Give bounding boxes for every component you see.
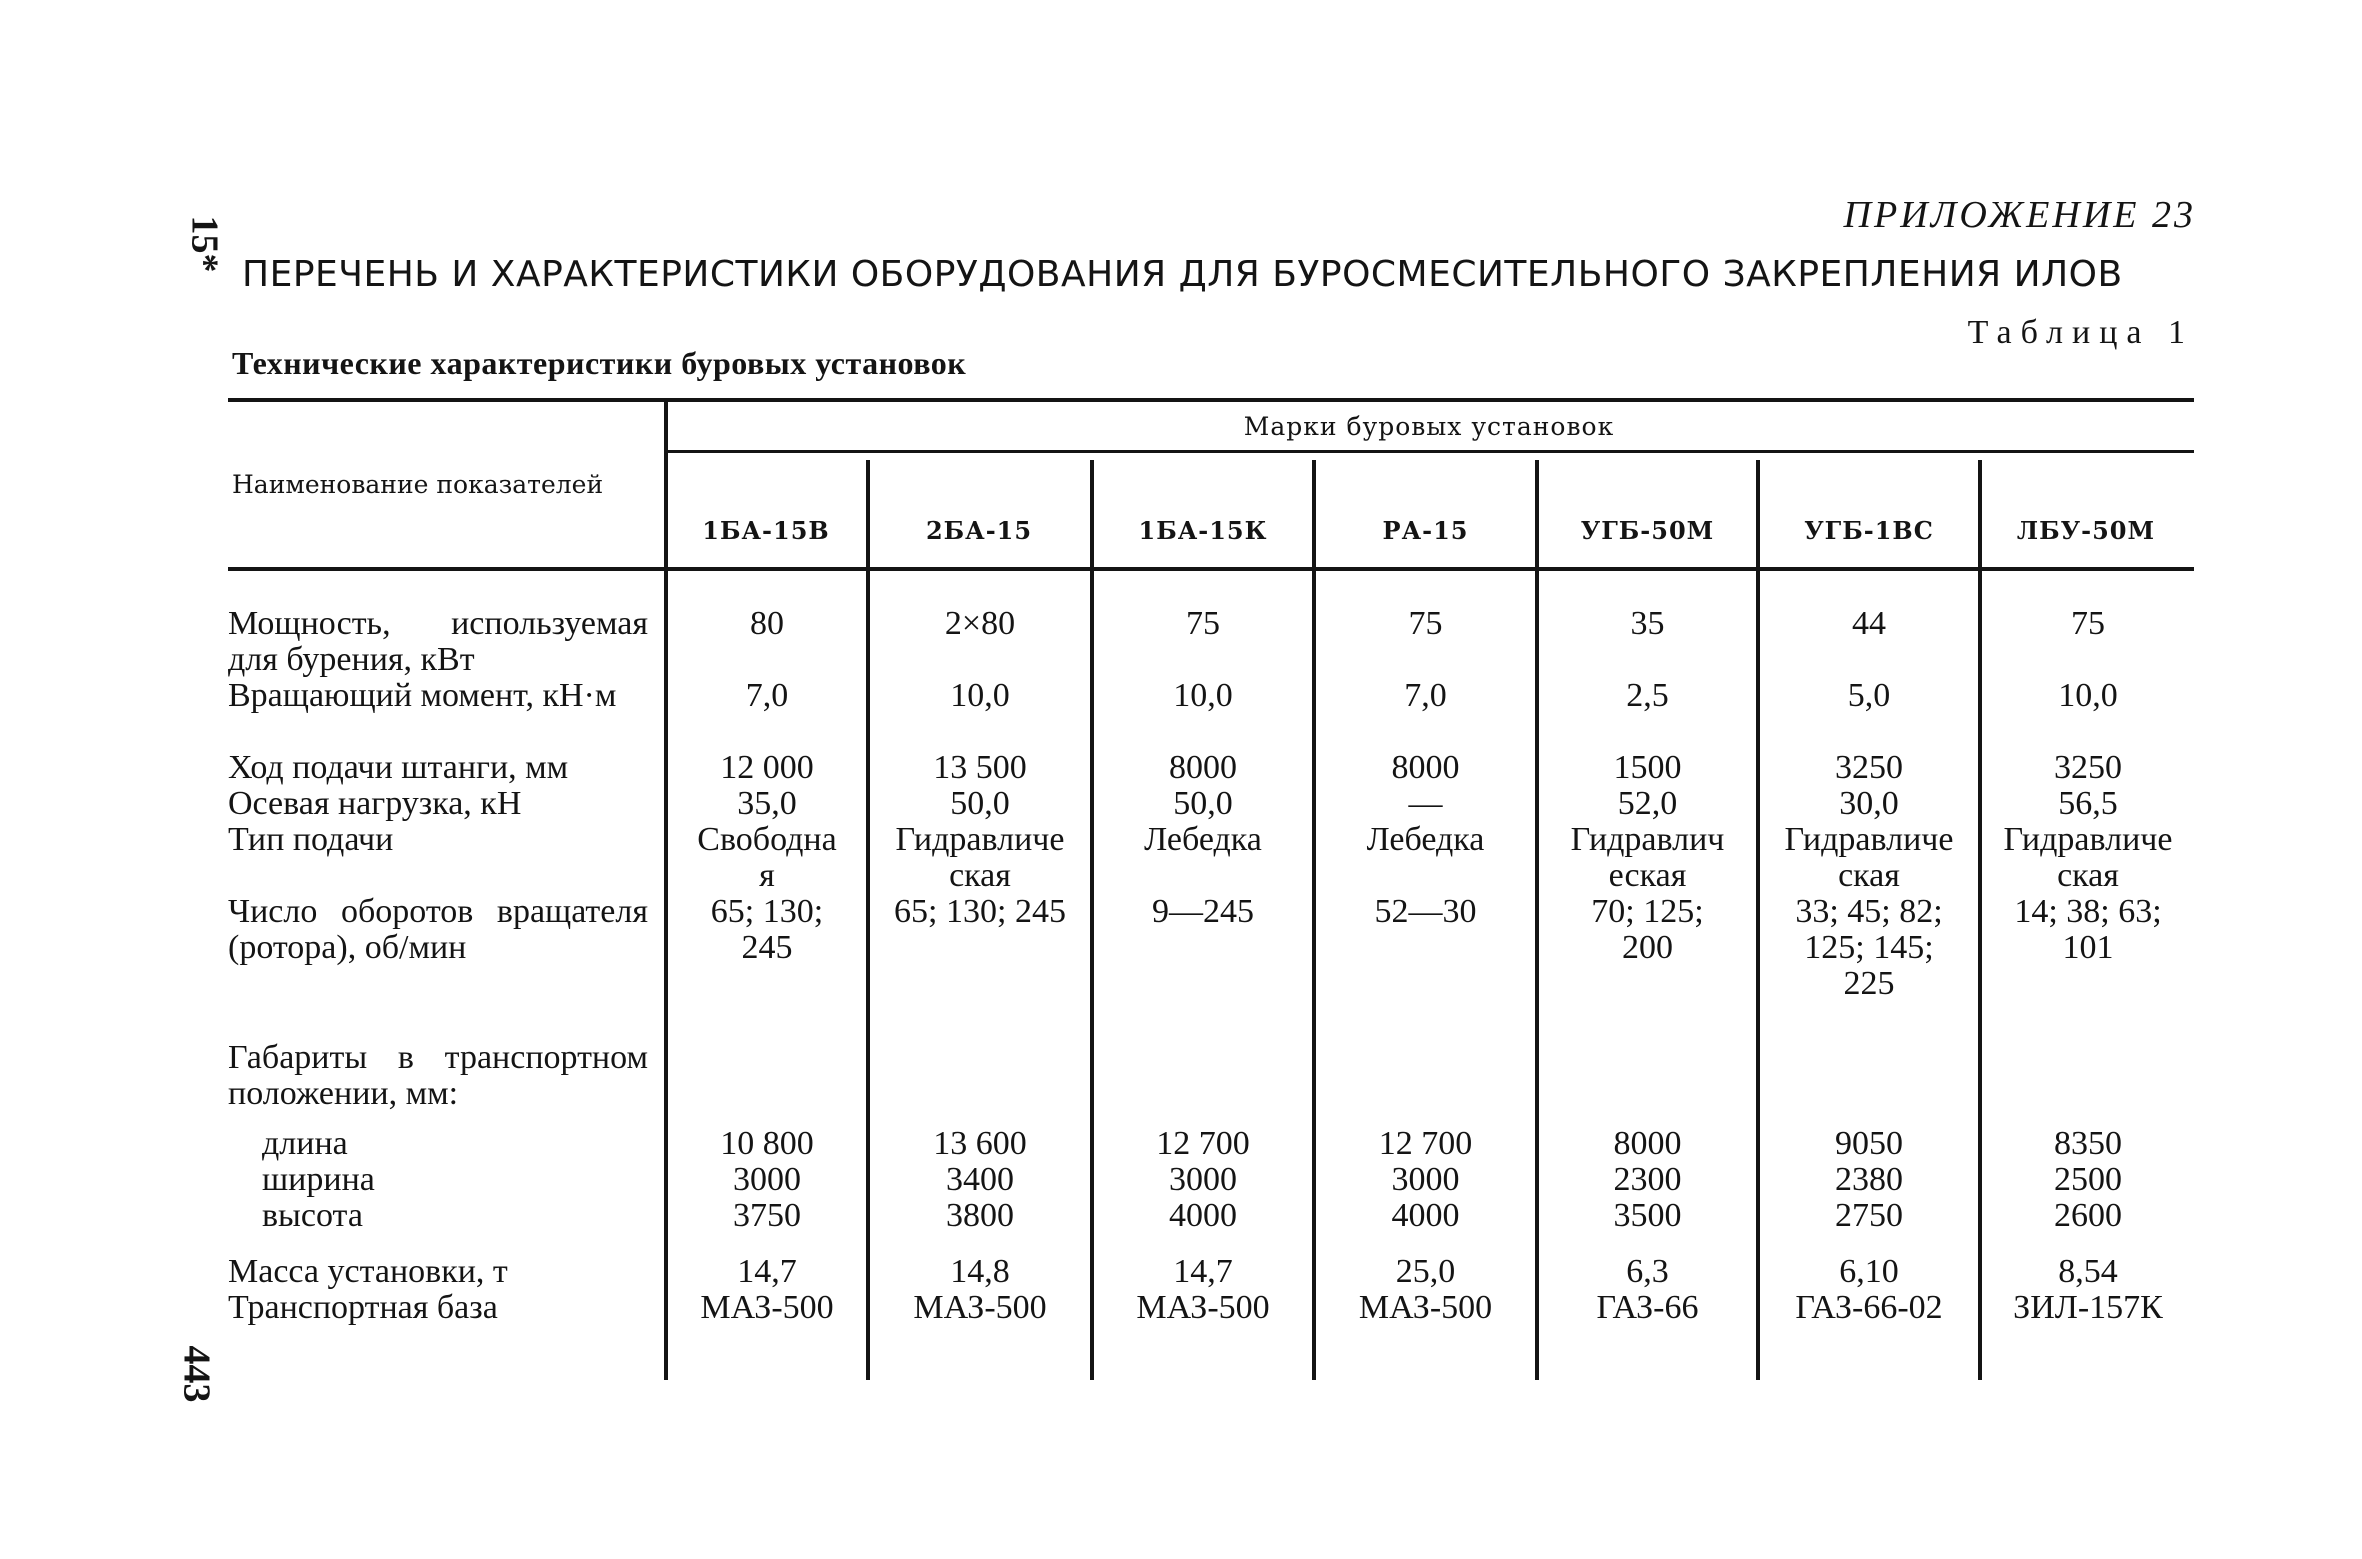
table-cell: 50,0 xyxy=(950,785,1010,822)
table-cell: 5,0 xyxy=(1847,677,1891,714)
model-header: УГБ-50М xyxy=(1580,515,1715,545)
table-cell: 1500 xyxy=(1613,749,1682,786)
row-label-power: Мощность, используемая для бурения, кВт xyxy=(228,605,648,678)
table-cell: ГАЗ-66 xyxy=(1596,1289,1699,1326)
table-cell: Лебедка xyxy=(1144,821,1262,858)
row-label-transport-base: Транспортная база xyxy=(228,1289,498,1326)
margin-signature-mark: 15* xyxy=(183,215,226,273)
row-label-height: высота xyxy=(262,1197,363,1234)
column-divider xyxy=(1535,460,1539,1380)
table-cell: 3750 xyxy=(733,1197,801,1234)
table-cell: 75 xyxy=(2071,605,2105,642)
table-cell: 33; 45; 82; 125; 145; 225 xyxy=(1795,893,1943,1002)
table-cell: 3500 xyxy=(1613,1197,1682,1234)
table-cell: Гидравлическая xyxy=(1784,821,1954,894)
table-cell: 2,5 xyxy=(1626,677,1669,714)
model-header: 2БА-15 xyxy=(925,515,1033,545)
table-cell: 8350 xyxy=(2054,1125,2122,1162)
row-header: Наименование показателей xyxy=(232,470,604,499)
table-cell: 56,5 xyxy=(2058,785,2118,822)
table-cell: 7,0 xyxy=(1404,677,1447,714)
table-cell: МАЗ-500 xyxy=(913,1289,1047,1326)
group-header: Марки буровых установок xyxy=(1243,412,1615,441)
table-cell: 75 xyxy=(1186,605,1220,642)
row-label-length: длина xyxy=(262,1125,348,1162)
table-top-rule xyxy=(228,398,2194,402)
table-cell: 35,0 xyxy=(737,785,797,822)
row-label-rotation-speed: Число оборотов вращателя (ротора), об/мин xyxy=(228,893,648,966)
table-cell: 13 600 xyxy=(933,1125,1027,1162)
table-cell: 9050 xyxy=(1835,1125,1903,1162)
row-label-torque: Вращающий момент, кН·м xyxy=(228,677,617,714)
table-cell: 4000 xyxy=(1169,1197,1237,1234)
table-cell: 25,0 xyxy=(1395,1253,1456,1290)
table-cell: 8000 xyxy=(1169,749,1237,786)
table-cell: 14,7 xyxy=(1173,1253,1233,1290)
table-cell: 6,3 xyxy=(1626,1253,1669,1290)
table-cell: 65; 130; 245 xyxy=(894,893,1066,930)
table-cell: 14,8 xyxy=(950,1253,1010,1290)
table-cell: — xyxy=(1408,785,1443,822)
table-cell: Гидравлическая xyxy=(895,821,1065,894)
table-cell: 44 xyxy=(1852,605,1886,642)
table-cell: 14,7 xyxy=(737,1253,797,1290)
table-cell: 3250 xyxy=(1835,749,1903,786)
table-cell: 14; 38; 63; 101 xyxy=(2014,893,2162,966)
table-subtitle: Технические характеристики буровых установок xyxy=(232,345,967,381)
table-cell: 3000 xyxy=(1169,1161,1237,1198)
row-label-feed-stroke: Ход подачи штанги, мм xyxy=(228,749,569,786)
table-cell: 2300 xyxy=(1613,1161,1682,1198)
table-cell: 10,0 xyxy=(950,677,1010,714)
table-cell: 30,0 xyxy=(1839,785,1899,822)
table-cell: 3000 xyxy=(733,1161,801,1198)
table-cell: 52,0 xyxy=(1617,785,1678,822)
table-cell: МАЗ-500 xyxy=(700,1289,834,1326)
table-cell: 12 700 xyxy=(1156,1125,1250,1162)
model-header: 1БА-15К xyxy=(1138,515,1268,545)
row-label-width: ширина xyxy=(262,1161,375,1198)
page-number: 443 xyxy=(175,1345,218,1403)
column-divider xyxy=(1090,460,1094,1380)
column-divider xyxy=(866,460,870,1380)
model-header: РА-15 xyxy=(1382,515,1469,545)
row-label-dimensions: Габариты в транспортном положении, мм: xyxy=(228,1039,648,1112)
table-cell: 35 xyxy=(1630,605,1665,642)
table-cell: 2500 xyxy=(2054,1161,2122,1198)
table-cell: 65; 130; 245 xyxy=(710,893,824,966)
table-cell: 9—245 xyxy=(1152,893,1254,930)
model-header: ЛБУ-50М xyxy=(2016,515,2156,545)
table-cell: 50,0 xyxy=(1173,785,1233,822)
table-cell: 12 000 xyxy=(720,749,814,786)
table-cell: 52—30 xyxy=(1374,893,1477,930)
row-label-axial-load: Осевая нагрузка, кН xyxy=(228,785,522,822)
table-cell: 80 xyxy=(750,605,784,642)
model-header-row xyxy=(666,500,2192,560)
table-cell: 6,10 xyxy=(1839,1253,1899,1290)
table-cell: 3400 xyxy=(946,1161,1014,1198)
group-header-rule xyxy=(666,450,2194,453)
table-cell: 8,54 xyxy=(2058,1253,2118,1290)
table-cell: 2×80 xyxy=(944,605,1016,642)
table-cell: 70; 125; 200 xyxy=(1591,893,1704,966)
table-cell: 2380 xyxy=(1835,1161,1903,1198)
table-cell: 12 700 xyxy=(1378,1125,1473,1162)
table-cell: 2600 xyxy=(2054,1197,2122,1234)
table-cell: Лебедка xyxy=(1366,821,1485,858)
table-cell: Гидравлическая xyxy=(2003,821,2173,894)
appendix-label: ПРИЛОЖЕНИЕ 23 xyxy=(1843,194,2196,236)
table-cell: 75 xyxy=(1408,605,1443,642)
row-label-mass: Масса установки, т xyxy=(228,1253,508,1290)
table-cell: 13 500 xyxy=(933,749,1027,786)
table-cell: 4000 xyxy=(1391,1197,1460,1234)
table-cell: 10,0 xyxy=(2058,677,2118,714)
column-divider xyxy=(1756,460,1760,1380)
table-cell: Свободная xyxy=(697,821,837,894)
table-number: Таблица 1 xyxy=(1967,314,2194,351)
column-divider xyxy=(1978,460,1982,1380)
table-cell: 10,0 xyxy=(1173,677,1233,714)
model-header: УГБ-1ВС xyxy=(1804,515,1934,545)
table-cell: 3000 xyxy=(1391,1161,1460,1198)
table-cell: 3250 xyxy=(2054,749,2122,786)
table-cell: Гидравлическая xyxy=(1570,821,1725,894)
table-cell: 8000 xyxy=(1391,749,1460,786)
table-cell: 3800 xyxy=(946,1197,1014,1234)
header-bottom-rule xyxy=(228,567,2194,571)
table-cell: 10 800 xyxy=(720,1125,814,1162)
row-label-feed-type: Тип подачи xyxy=(228,821,394,858)
table-cell: МАЗ-500 xyxy=(1358,1289,1493,1326)
table-cell: 2750 xyxy=(1835,1197,1903,1234)
table-cell: 7,0 xyxy=(745,677,789,714)
table-cell: ЗИЛ-157К xyxy=(2013,1289,2163,1326)
table-cell: МАЗ-500 xyxy=(1136,1289,1270,1326)
table-cell: 8000 xyxy=(1613,1125,1682,1162)
model-header: 1БА-15В xyxy=(702,515,830,545)
page-title: ПЕРЕЧЕНЬ И ХАРАКТЕРИСТИКИ ОБОРУДОВАНИЯ ДЛЯ БУРОСМЕСИТЕЛЬНОГО ЗАКРЕПЛЕНИЯ ИЛОВ xyxy=(242,254,2123,295)
column-divider xyxy=(1312,460,1316,1380)
table-cell: ГАЗ-66-02 xyxy=(1795,1289,1943,1326)
